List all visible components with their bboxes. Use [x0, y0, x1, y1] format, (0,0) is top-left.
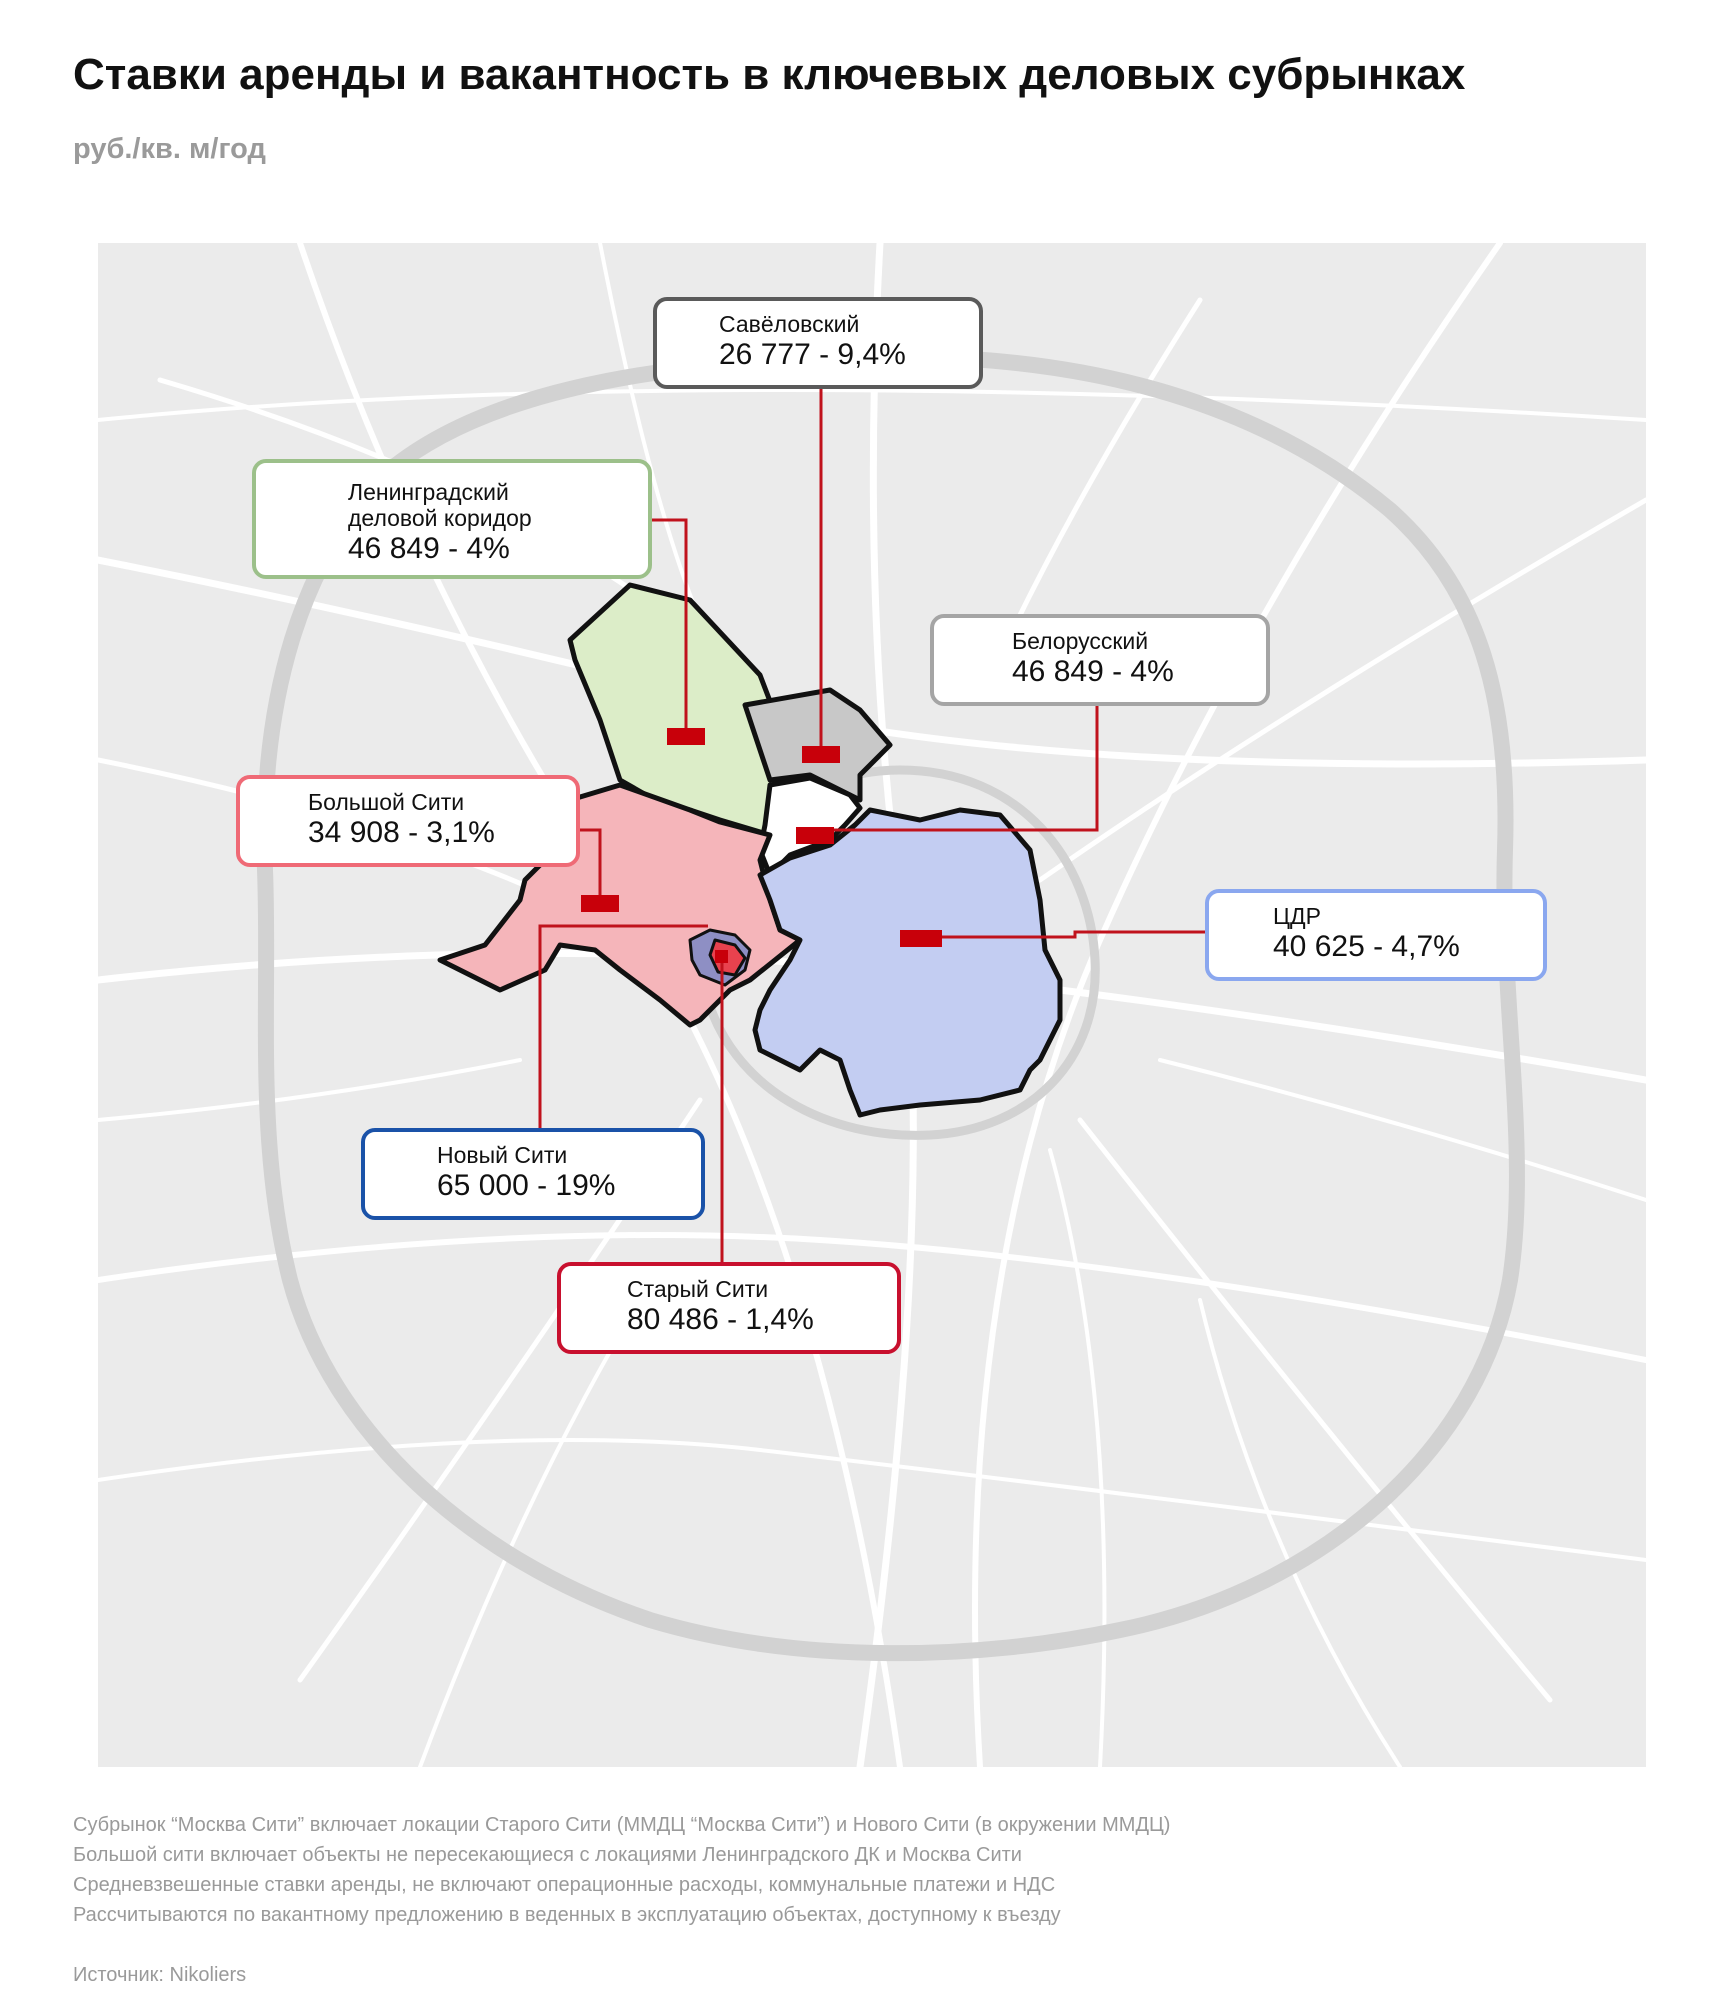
label-belorussky: [930, 614, 1270, 706]
label-staryi-city: [557, 1262, 901, 1354]
label-value: 34 908 - 3,1%: [308, 816, 495, 849]
marker-cdr: [900, 930, 942, 947]
label-name: Савёловский: [719, 311, 860, 337]
label-name-line-1: Ленинградский: [348, 479, 509, 505]
footnote-line: Большой сити включает объекты не пересекающиеся с локациями Ленинградского ДК и Москва Сити: [73, 1844, 1022, 1866]
label-bolshoy-city: [236, 775, 580, 867]
label-value: 80 486 - 1,4%: [627, 1303, 814, 1336]
page-title: Ставки аренды и вакантность в ключевых деловых субрынках: [73, 50, 1466, 99]
footnotes: [73, 1810, 1170, 1930]
label-name: Старый Сити: [627, 1276, 769, 1302]
label-value: 65 000 - 19%: [437, 1169, 616, 1202]
marker-bolshoy-city: [581, 895, 619, 912]
label-value: 40 625 - 4,7%: [1273, 930, 1460, 963]
label-name-line-2: деловой коридор: [348, 505, 532, 531]
footnote-line: Субрынок “Москва Сити” включает локации Старого Сити (ММДЦ “Москва Сити”) и Нового Сити (в окружении ММДЦ): [73, 1814, 1171, 1836]
label-name: Новый Сити: [437, 1142, 568, 1168]
label-cdr: [1205, 889, 1547, 981]
label-value: 46 849 - 4%: [348, 532, 510, 565]
footnote-line: Рассчитываются по вакантному предложению в веденных в эксплуатацию объектах, доступному к въезду: [73, 1904, 1061, 1926]
marker-savelovsky: [802, 746, 840, 763]
label-value: 46 849 - 4%: [1012, 655, 1174, 688]
label-leningradsky: [252, 459, 652, 579]
label-value: 26 777 - 9,4%: [719, 338, 906, 371]
marker-staryi-city: [715, 950, 728, 963]
marker-leningradsky: [667, 728, 705, 745]
label-name: Белорусский: [1012, 628, 1149, 654]
label-name: ЦДР: [1273, 903, 1321, 929]
source-credit: Источник: Nikoliers: [73, 1964, 247, 1986]
label-novyi-city: [361, 1128, 705, 1220]
footnote-line: Средневзвешенные ставки аренды, не включают операционные расходы, коммунальные платежи и НДС: [73, 1874, 1056, 1896]
label-savelovsky: [653, 297, 983, 389]
page-subtitle: руб./кв. м/год: [73, 133, 266, 165]
region-cdr: [755, 810, 1060, 1115]
marker-belorussky: [796, 827, 834, 844]
label-name: Большой Сити: [308, 789, 465, 815]
